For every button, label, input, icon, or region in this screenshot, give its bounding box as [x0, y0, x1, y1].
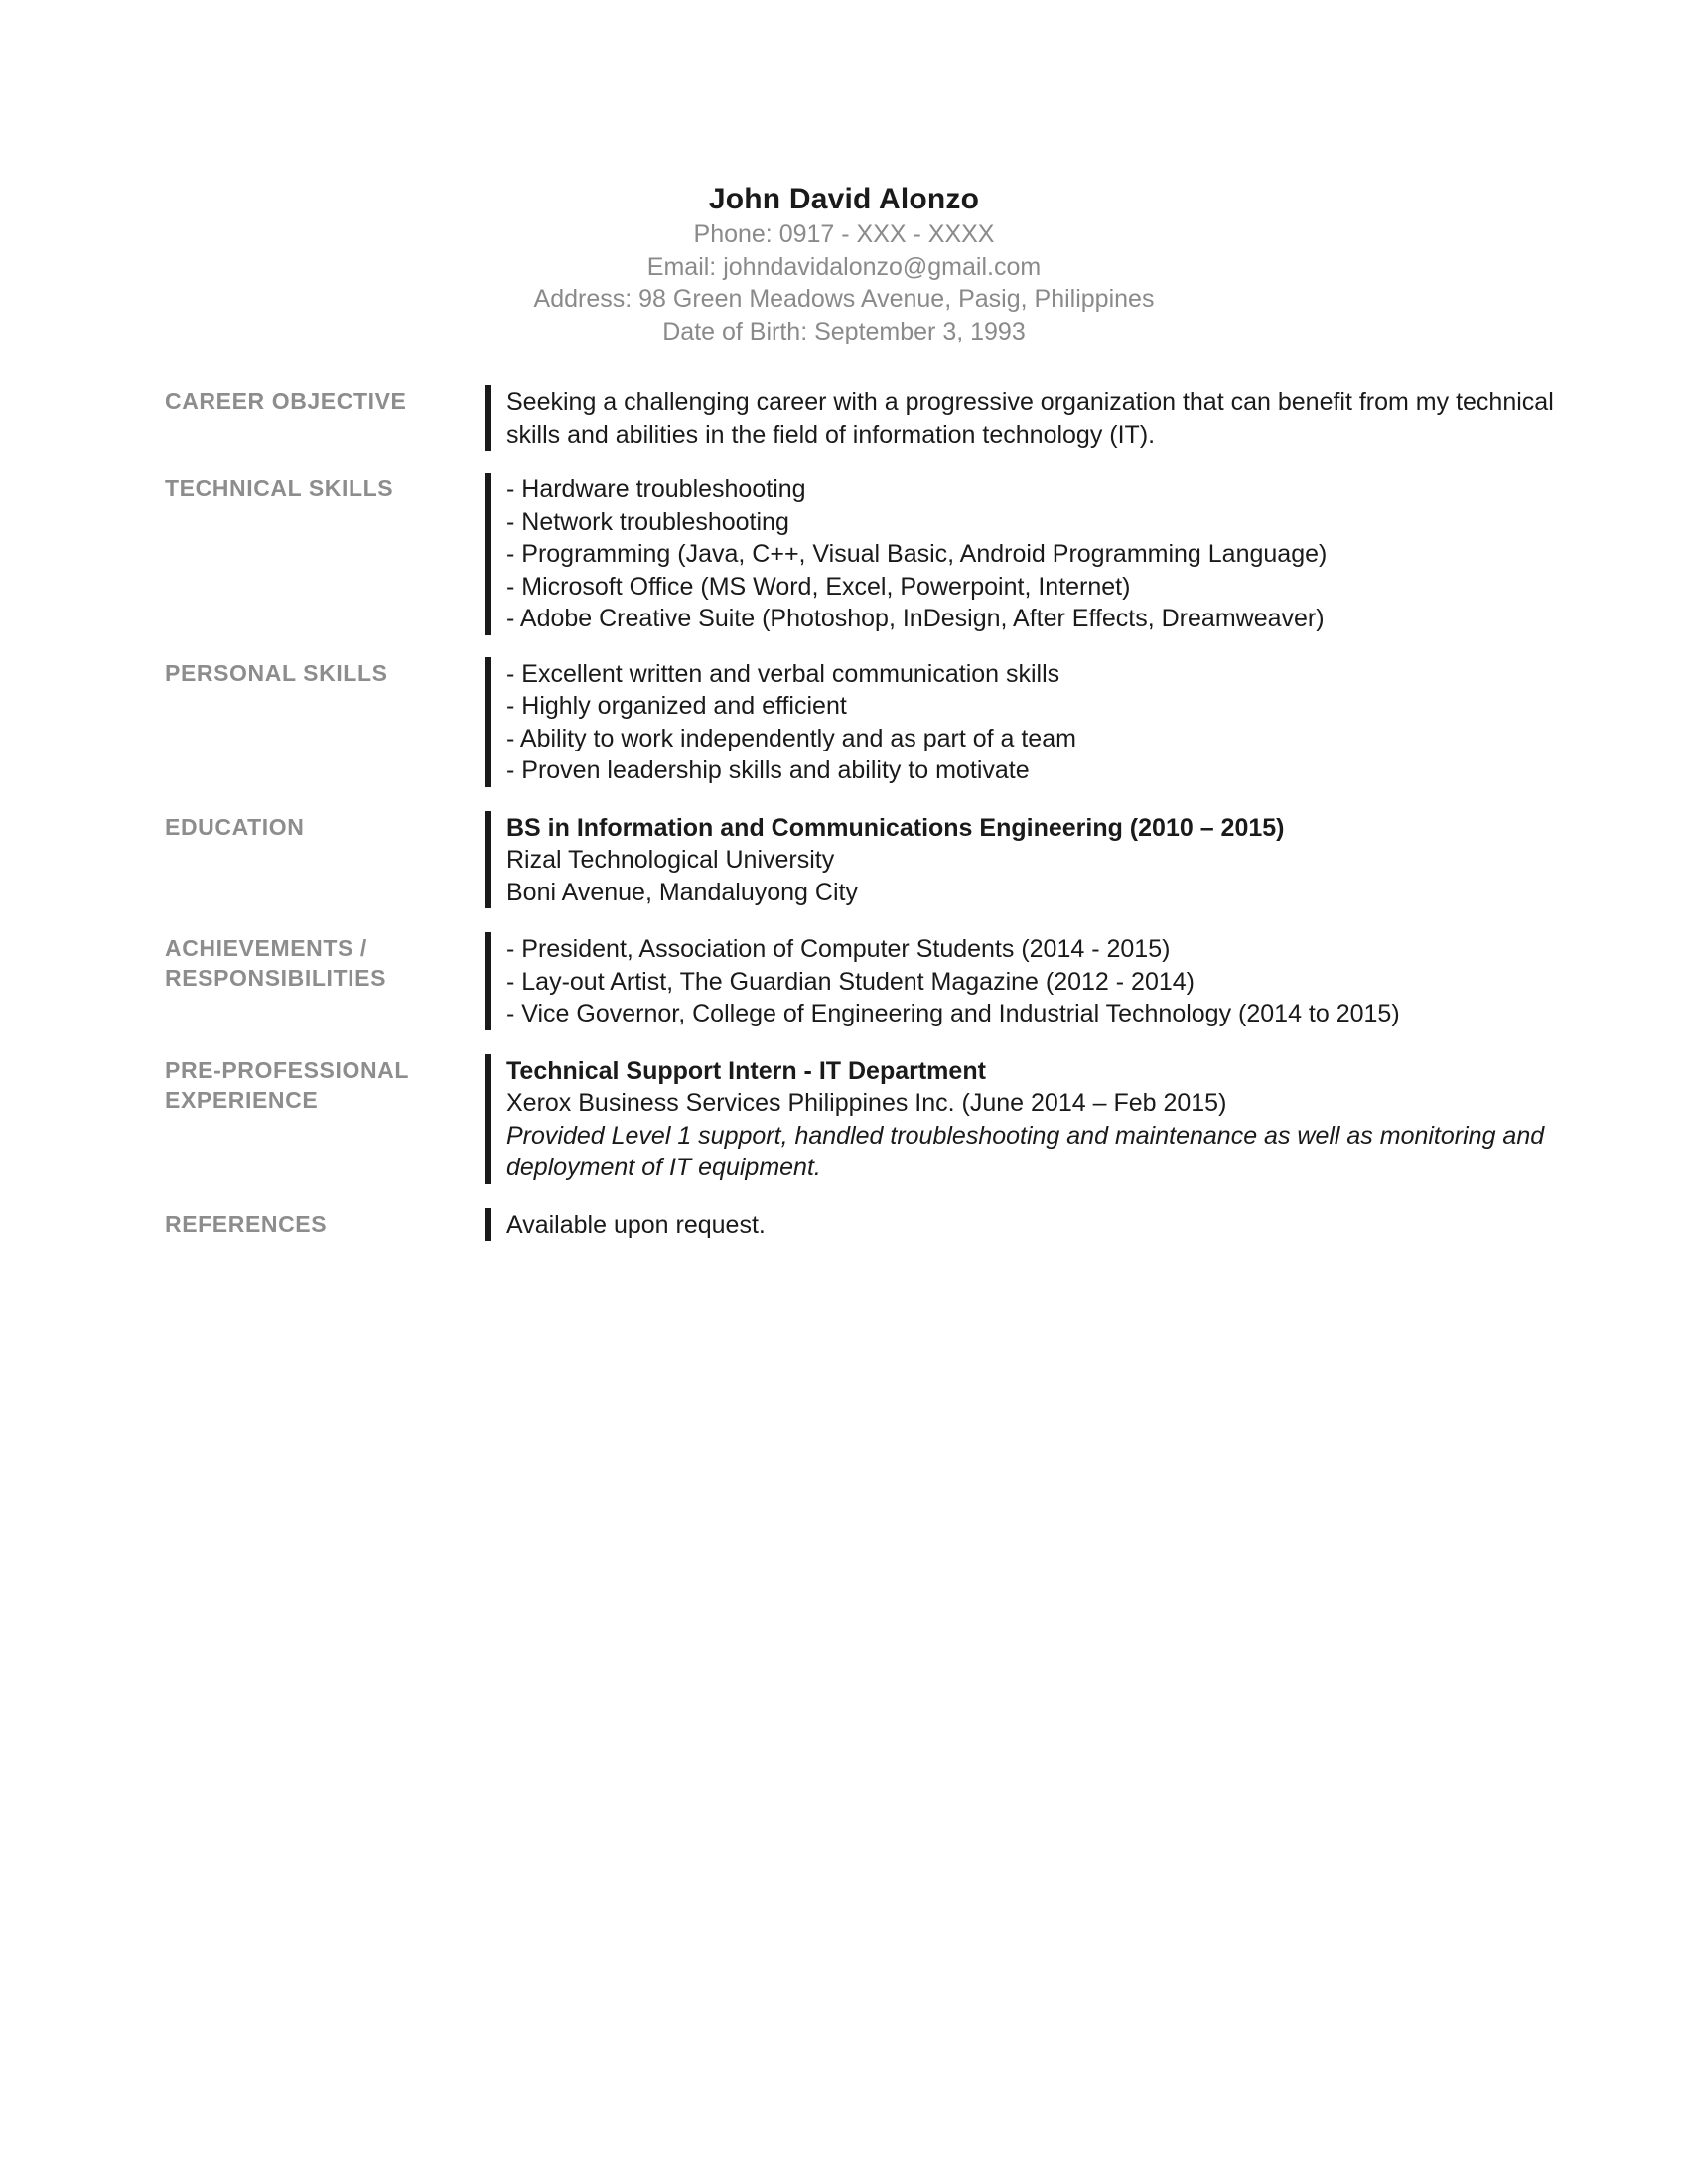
body-line: - Lay-out Artist, The Guardian Student Magazine (2012 - 2014) [506, 967, 1195, 996]
contact-phone: Phone: 0917 - XXX - XXXX [693, 220, 995, 249]
body-line: - President, Association of Computer Students (2014 - 2015) [506, 935, 1171, 964]
section-body [506, 473, 1569, 635]
section-body [506, 385, 1569, 451]
body-line: - Ability to work independently and as part of a team [506, 724, 1076, 752]
body-line: Seeking a challenging career with a progressive organization that can benefit from my technical skills and abilities in the field of information technology (IT). [506, 388, 1554, 449]
section-divider-bar [485, 657, 491, 787]
section-label: TECHNICAL SKILLS [165, 476, 394, 502]
body-line-company: Xerox Business Services Philippines Inc. (June 2014 – Feb 2015) [506, 1089, 1227, 1118]
section-body [506, 1054, 1569, 1184]
body-line-school-address: Boni Avenue, Mandaluyong City [506, 878, 858, 906]
section-divider-bar [485, 385, 491, 451]
section-label: REFERENCES [165, 1210, 328, 1237]
section-label: PERSONAL SKILLS [165, 659, 388, 686]
body-line: - Hardware troubleshooting [506, 476, 806, 504]
contact-address: Address: 98 Green Meadows Avenue, Pasig, Philippines [533, 285, 1155, 314]
body-line: - Excellent written and verbal communication skills [506, 659, 1060, 688]
section-divider-bar [485, 811, 491, 909]
section-career-objective [165, 385, 1569, 451]
section-divider-bar [485, 1054, 491, 1184]
section-body [506, 811, 1569, 909]
body-line: - Vice Governor, College of Engineering and Industrial Technology (2014 to 2015) [506, 1000, 1400, 1028]
section-divider-bar [485, 1208, 491, 1242]
section-education [165, 811, 1569, 909]
contact-birthdate: Date of Birth: September 3, 1993 [662, 317, 1026, 345]
section-label: ACHIEVEMENTS / RESPONSIBILITIES [165, 935, 387, 992]
section-label: CAREER OBJECTIVE [165, 388, 407, 415]
body-line: - Highly organized and efficient [506, 692, 847, 721]
section-pre-professional-experience [165, 1054, 1569, 1184]
body-line: - Microsoft Office (MS Word, Excel, Powerpoint, Internet) [506, 572, 1131, 601]
body-line-school: Rizal Technological University [506, 846, 835, 875]
section-body [506, 932, 1569, 1030]
body-line: - Programming (Java, C++, Visual Basic, Android Programming Language) [506, 540, 1328, 569]
section-body [506, 657, 1569, 787]
section-divider-bar [485, 473, 491, 635]
body-line: - Proven leadership skills and ability to motivate [506, 756, 1030, 785]
section-achievements-responsibilities [165, 932, 1569, 1030]
section-technical-skills [165, 473, 1569, 635]
body-line-degree: BS in Information and Communications Engineering (2010 – 2015) [506, 813, 1285, 842]
resume-header [0, 0, 1688, 347]
contact-email: Email: johndavidalonzo@gmail.com [646, 252, 1042, 281]
body-line-job-description: Provided Level 1 support, handled troubleshooting and maintenance as well as monitoring and deployment of IT equipment. [506, 1121, 1545, 1182]
body-line: Available upon request. [506, 1210, 766, 1239]
section-references [165, 1208, 1569, 1242]
resume-sections [0, 385, 1688, 1241]
section-label: EDUCATION [165, 813, 305, 840]
section-body [506, 1208, 1569, 1242]
body-line-job-title: Technical Support Intern - IT Department [506, 1056, 986, 1085]
section-label: PRE-PROFESSIONAL EXPERIENCE [165, 1056, 409, 1113]
body-line: - Adobe Creative Suite (Photoshop, InDesign, After Effects, Dreamweaver) [506, 605, 1325, 633]
section-divider-bar [485, 932, 491, 1030]
candidate-name: John David Alonzo [708, 183, 980, 215]
body-line: - Network troubleshooting [506, 507, 789, 536]
section-personal-skills [165, 657, 1569, 787]
